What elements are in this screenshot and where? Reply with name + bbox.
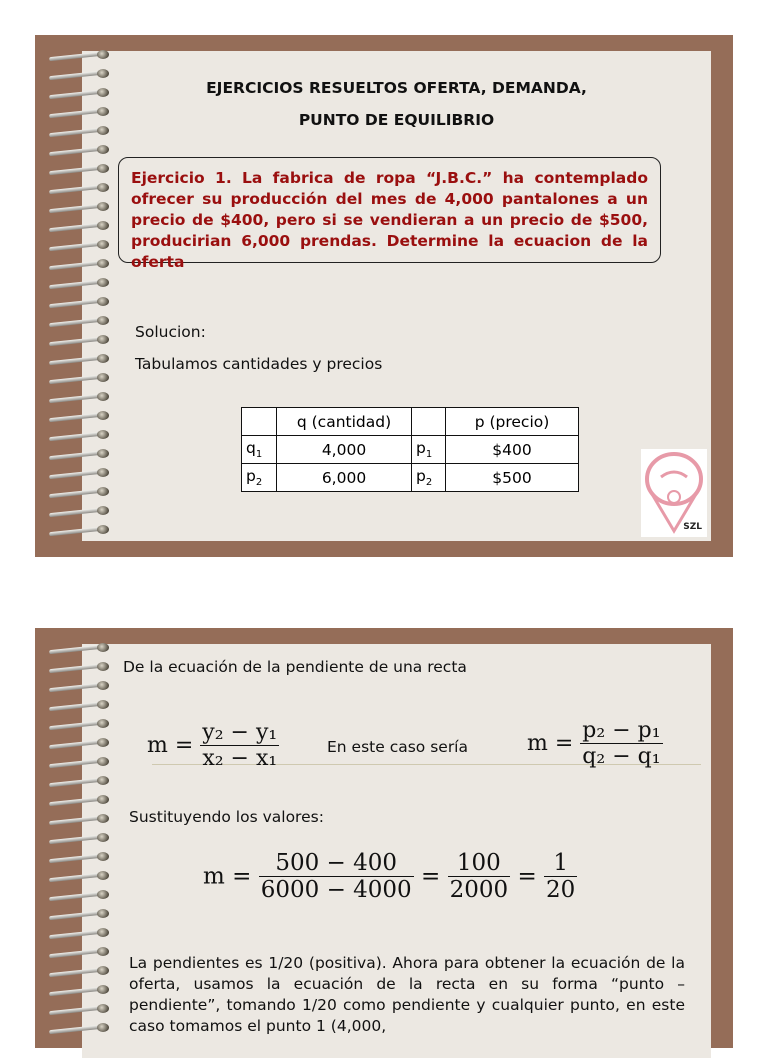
ring-hole — [97, 852, 109, 861]
ring-hole — [97, 335, 109, 344]
row-1-q-label: $q_1$ — [242, 436, 277, 464]
ring-wire — [49, 166, 99, 175]
ring-wire — [49, 52, 99, 61]
ring-wire — [49, 185, 99, 194]
substitution-fraction-2 — [448, 850, 511, 903]
ring-wire — [49, 816, 99, 825]
fraction-2-denominator: 2000 — [449, 877, 509, 904]
spiral-ring-icon — [49, 144, 109, 156]
spiral-ring-icon — [49, 908, 109, 920]
spiral-ring-icon — [49, 965, 109, 977]
ring-hole — [97, 183, 109, 192]
ring-hole — [97, 88, 109, 97]
spiral-ring-icon — [49, 794, 109, 806]
ring-hole — [97, 354, 109, 363]
row-2-q-label: $p_2$ — [242, 464, 277, 492]
ring-hole — [97, 909, 109, 918]
spiral-ring-icon — [49, 239, 109, 251]
substitution-fraction-3 — [544, 850, 577, 903]
ring-hole — [97, 776, 109, 785]
ring-wire — [49, 413, 99, 422]
ring-wire — [49, 759, 99, 768]
header-q: q (cantidad) — [277, 408, 412, 436]
spiral-ring-icon — [49, 699, 109, 711]
ring-hole — [97, 985, 109, 994]
ring-hole — [97, 449, 109, 458]
spiral-ring-icon — [49, 372, 109, 384]
ring-wire — [49, 318, 99, 327]
ring-hole — [97, 297, 109, 306]
ring-wire — [49, 128, 99, 137]
substitution-fraction-1 — [259, 850, 414, 903]
spiral-ring-icon — [49, 391, 109, 403]
ring-wire — [49, 204, 99, 213]
in-this-case-text: En este caso sería — [327, 738, 468, 756]
ring-wire — [49, 930, 99, 939]
spiral-ring-icon — [49, 505, 109, 517]
formula-general-numerator: y₂ − y₁ — [202, 720, 278, 745]
formula-case-numerator: p₂ − p₁ — [582, 718, 661, 743]
ring-wire — [49, 645, 99, 654]
ring-wire — [49, 375, 99, 384]
row-2-p-label: $p_2$ — [412, 464, 446, 492]
logo-caption: SZL — [683, 522, 702, 532]
fraction-1-numerator: 500 − 400 — [275, 850, 398, 876]
spiral-ring-icon — [49, 182, 109, 194]
ring-wire — [49, 892, 99, 901]
exercise-statement: Ejercicio 1. La fabrica de ropa “J.B.C.” ha contemplado ofrecer su producción del mes de 4,000 pantalones a un precio de $400, pero si se vendieran a un precio de $500, producirian 6,000 prendas. Determine la ecuacion de la oferta — [131, 169, 648, 271]
spiral-ring-icon — [49, 220, 109, 232]
ring-hole — [97, 890, 109, 899]
spiral-ring-icon — [49, 661, 109, 673]
ring-wire — [49, 470, 99, 479]
formula-case-denominator: q₂ − q₁ — [582, 744, 661, 770]
ring-hole — [97, 1004, 109, 1013]
ring-wire — [49, 949, 99, 958]
spiral-ring-icon — [49, 125, 109, 137]
ring-hole — [97, 947, 109, 956]
slide-1-page — [82, 51, 711, 541]
spiral-ring-icon — [49, 353, 109, 365]
spiral-ring-icon — [49, 467, 109, 479]
ring-hole — [97, 164, 109, 173]
slope-formula-general — [147, 720, 279, 771]
spiral-ring-icon — [49, 642, 109, 654]
spiral-ring-icon — [49, 889, 109, 901]
spiral-ring-icon — [49, 946, 109, 958]
ring-wire — [49, 740, 99, 749]
table-corner-cell — [242, 408, 277, 436]
ring-wire — [49, 508, 99, 517]
ring-wire — [49, 873, 99, 882]
spiral-ring-icon — [49, 334, 109, 346]
equals-sign: = — [517, 863, 537, 890]
ring-wire — [49, 451, 99, 460]
fraction-3-numerator: 1 — [553, 850, 568, 876]
ring-hole — [97, 316, 109, 325]
ring-wire — [49, 778, 99, 787]
slope-intro-text: De la ecuación de la pendiente de una recta — [123, 658, 467, 676]
ring-hole — [97, 700, 109, 709]
ring-hole — [97, 392, 109, 401]
slide-title-line-2: PUNTO DE EQUILIBRIO — [298, 111, 495, 129]
conclusion-paragraph: La pendientes es 1/20 (positiva). Ahora para obtener la ecuación de la oferta, usamos la ecuación de la recta en su forma “punto – pendiente”, tomando 1/20 como pendiente y cualquier punto, en este caso tomamos el punto 1 (4,000, — [129, 954, 685, 1035]
substitution-formula — [203, 850, 577, 903]
spiral-ring-icon — [49, 813, 109, 825]
ring-hole — [97, 966, 109, 975]
ring-hole — [97, 145, 109, 154]
ring-wire — [49, 147, 99, 156]
formula-case-lhs: m = — [527, 731, 574, 757]
solution-label: Solucion: — [135, 323, 206, 341]
spiral-ring-icon — [49, 68, 109, 80]
spiral-ring-icon — [49, 87, 109, 99]
fraction-3-denominator: 20 — [546, 877, 576, 904]
ring-wire — [49, 71, 99, 80]
spiral-ring-icon — [49, 524, 109, 536]
spiral-ring-icon — [49, 984, 109, 996]
row-1-p-value: $400 — [446, 436, 579, 464]
ring-hole — [97, 1023, 109, 1032]
spiral-ring-icon — [49, 927, 109, 939]
ring-wire — [49, 109, 99, 118]
spiral-ring-icon — [49, 1003, 109, 1015]
ring-hole — [97, 719, 109, 728]
header-p: p (precio) — [446, 408, 579, 436]
row-2-p-value: $500 — [446, 464, 579, 492]
substitution-lhs: m = — [203, 863, 252, 890]
ring-wire — [49, 1025, 99, 1034]
row-1-q-value: 4,000 — [277, 436, 412, 464]
ring-hole — [97, 373, 109, 382]
spiral-ring-icon — [49, 163, 109, 175]
ring-wire — [49, 1006, 99, 1015]
formula-general-fraction — [200, 720, 279, 771]
spiral-ring-icon — [49, 851, 109, 863]
ring-hole — [97, 928, 109, 937]
ring-wire — [49, 489, 99, 498]
spiral-ring-icon — [49, 201, 109, 213]
ring-hole — [97, 662, 109, 671]
table-spacer-cell — [412, 408, 446, 436]
ring-hole — [97, 259, 109, 268]
spiral-ring-icon — [49, 680, 109, 692]
ring-hole — [97, 50, 109, 59]
slide-1-frame — [35, 35, 733, 557]
row-1-p-label: $p_1$ — [412, 436, 446, 464]
ring-wire — [49, 394, 99, 403]
ring-wire — [49, 854, 99, 863]
spiral-ring-icon — [49, 756, 109, 768]
ring-wire — [49, 527, 99, 536]
equals-sign: = — [421, 863, 441, 890]
ring-wire — [49, 280, 99, 289]
ring-wire — [49, 242, 99, 251]
ring-wire — [49, 683, 99, 692]
slope-formula-case — [527, 718, 663, 769]
spiral-ring-icon — [49, 870, 109, 882]
spiral-ring-icon — [49, 832, 109, 844]
substituting-text: Sustituyendo los valores: — [129, 808, 324, 826]
table-row — [242, 464, 579, 492]
fraction-2-numerator: 100 — [456, 850, 501, 876]
ring-wire — [49, 299, 99, 308]
ring-hole — [97, 506, 109, 515]
table-header-row — [242, 408, 579, 436]
spiral-ring-icon — [49, 258, 109, 270]
ring-hole — [97, 69, 109, 78]
ring-wire — [49, 721, 99, 730]
formula-case-fraction — [580, 718, 662, 769]
ring-hole — [97, 871, 109, 880]
ring-wire — [49, 911, 99, 920]
ring-wire — [49, 702, 99, 711]
ring-hole — [97, 738, 109, 747]
ring-hole — [97, 221, 109, 230]
ring-hole — [97, 525, 109, 534]
ring-hole — [97, 240, 109, 249]
ring-hole — [97, 681, 109, 690]
ring-hole — [97, 430, 109, 439]
spiral-ring-icon — [49, 737, 109, 749]
ring-wire — [49, 797, 99, 806]
spiral-ring-icon — [49, 429, 109, 441]
spiral-ring-icon — [49, 296, 109, 308]
fraction-1-denominator: 6000 − 4000 — [260, 877, 412, 904]
exercise-box — [118, 157, 661, 271]
ring-hole — [97, 107, 109, 116]
ring-wire — [49, 337, 99, 346]
spiral-ring-icon — [49, 410, 109, 422]
ring-hole — [97, 487, 109, 496]
ring-hole — [97, 643, 109, 652]
ring-wire — [49, 356, 99, 365]
ring-wire — [49, 261, 99, 270]
spiral-ring-icon — [49, 486, 109, 498]
tabulate-text: Tabulamos cantidades y precios — [135, 355, 383, 373]
spiral-ring-icon — [49, 775, 109, 787]
table-row — [242, 436, 579, 464]
quantity-price-table — [241, 407, 579, 492]
spiral-ring-icon — [49, 315, 109, 327]
ring-hole — [97, 757, 109, 766]
formula-general-lhs: m = — [147, 733, 194, 759]
ring-wire — [49, 90, 99, 99]
school-logo — [641, 449, 707, 537]
spiral-ring-icon — [49, 448, 109, 460]
ring-hole — [97, 468, 109, 477]
ring-wire — [49, 987, 99, 996]
ring-wire — [49, 223, 99, 232]
spiral-ring-icon — [49, 106, 109, 118]
ring-hole — [97, 814, 109, 823]
ring-hole — [97, 278, 109, 287]
spiral-ring-icon — [49, 49, 109, 61]
formula-general-denominator: x₂ − x₁ — [202, 746, 278, 772]
row-2-q-value: 6,000 — [277, 464, 412, 492]
ring-hole — [97, 202, 109, 211]
spiral-ring-icon — [49, 718, 109, 730]
ring-hole — [97, 833, 109, 842]
ring-hole — [97, 126, 109, 135]
ring-hole — [97, 795, 109, 804]
ring-wire — [49, 664, 99, 673]
ring-wire — [49, 968, 99, 977]
spiral-ring-icon — [49, 277, 109, 289]
ring-hole — [97, 411, 109, 420]
ring-wire — [49, 432, 99, 441]
ring-wire — [49, 835, 99, 844]
slide-title-line-1: EJERCICIOS RESUELTOS OFERTA, DEMANDA, — [206, 79, 587, 97]
